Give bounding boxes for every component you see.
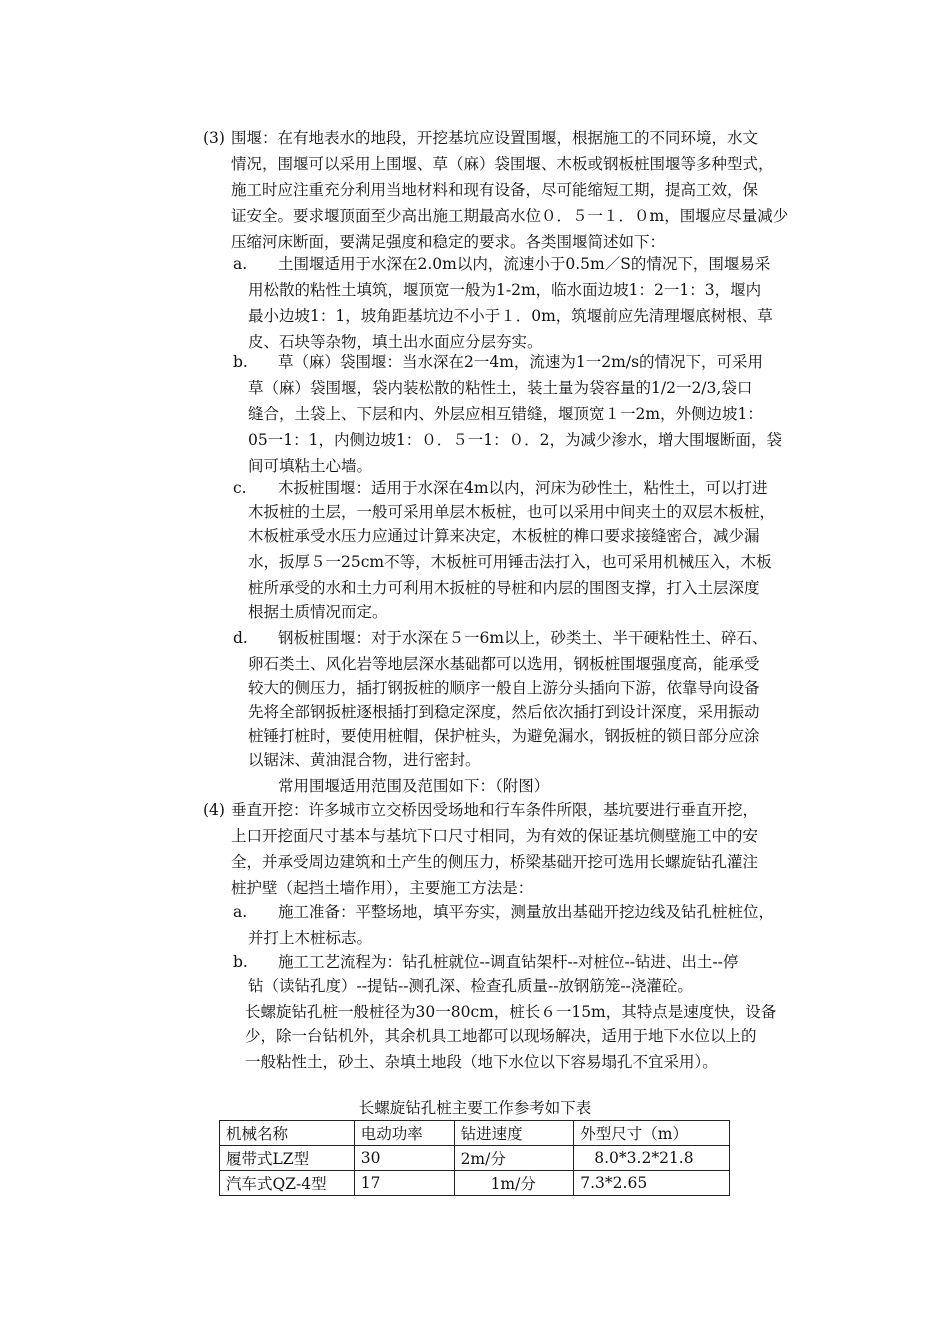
item-4a-marker: a. bbox=[233, 903, 248, 921]
table-cell: 8.0*3.2*21.8 bbox=[574, 1146, 730, 1171]
item-a-line: 最小边坡1：1，坡角距基坑边不小于１．0m，筑堰前应先清理堰底树根、草 bbox=[248, 307, 773, 325]
table-cell: 30 bbox=[354, 1146, 454, 1171]
item-b-line: 05一1：1，内侧边坡1：０．５一1：０．2，为减少渗水，增大围堰断面，袋 bbox=[248, 431, 783, 449]
section-4-line: 桩护壁（起挡土墙作用），主要施工方法是： bbox=[231, 879, 534, 897]
item-c-line: 桩所承受的水和土力可利用木扳桩的导桩和内层的围图支撑，打入土层深度 bbox=[248, 579, 760, 597]
item-c-line: 木扳桩的土层，一般可采用单层木板桩，也可以采用中间夹土的双层木板桩， bbox=[248, 503, 776, 521]
section-3-line: 证安全。要求堰顶面至少高出施工期最高水位０．５一１．０m，围堰应尽量减少 bbox=[231, 207, 789, 225]
item-b-line: 草（麻）袋围堰，袋内装松散的粘性土，装土量为袋容量的1/2一2/3,袋口 bbox=[248, 379, 753, 397]
item-d-marker: d. bbox=[233, 629, 248, 647]
section-4-line: 全，并承受周边建筑和土产生的侧压力，桥梁基础开挖可选用长螺旋钻孔灌注 bbox=[231, 853, 759, 871]
table-cell: 履带式LZ型 bbox=[220, 1146, 355, 1171]
item-4b-marker: b. bbox=[233, 953, 248, 971]
section-4-line: 上口开挖面尺寸基本与基坑下口尺寸相同，为有效的保证基坑侧壁施工中的安 bbox=[231, 827, 759, 845]
item-b-line: 草（麻）袋围堰：当水深在2一4m，流速为1一2m/s的情况下，可采用 bbox=[278, 353, 764, 371]
item-a-line: 皮、石块等杂物，填土出水面应分层夯实。 bbox=[248, 333, 543, 351]
item-d-line: 以锯沫、黄油混合物，进行密封。 bbox=[248, 751, 481, 769]
table-caption: 长螺旋钻孔桩主要工作参考如下表 bbox=[358, 1099, 592, 1117]
section-3-line: 压缩河床断面，要满足强度和稳定的要求。各类围堰简述如下： bbox=[231, 233, 666, 251]
paragraph-line: 少，除一台钻机外，其余机具工地都可以现场解决，适用于地下水位以上的 bbox=[245, 1027, 757, 1045]
item-4b-line: 钻（读钻孔度）--提钻--测孔深、检查孔质量--放钢筋笼--浇灌砼。 bbox=[248, 977, 693, 995]
header-cell: 机械名称 bbox=[220, 1121, 355, 1146]
item-d-line: 钢板桩围堰：对于水深在５一6m以上，砂类土、半干硬粘性土、碎石、 bbox=[278, 629, 768, 647]
table-row bbox=[220, 1146, 730, 1171]
item-4a-line: 施工准备：平整场地，填平夯实，测量放出基础开挖边线及钻孔桩桩位， bbox=[278, 903, 775, 921]
item-4a-line: 并打上木桩标志。 bbox=[248, 929, 373, 947]
section-3-line: 施工时应注重充分利用当地材料和现有设备，尽可能缩短工期，提高工效，保 bbox=[231, 181, 759, 199]
item-b-line: 缝合，土袋上、下层和内、外层应相互错缝，堰顶宽１一2m，外侧边坡1： bbox=[248, 405, 763, 423]
reference-table bbox=[219, 1120, 730, 1196]
header-cell: 钻进速度 bbox=[454, 1121, 574, 1146]
section-3-number: (3) bbox=[203, 129, 225, 147]
table-cell: 2m/分 bbox=[454, 1146, 574, 1171]
section-4-line: 垂直开挖：许多城市立交桥因受场地和行车条件所限，基坑要进行垂直开挖， bbox=[231, 801, 759, 819]
section-4-number: (4) bbox=[203, 801, 225, 819]
item-c-marker: c. bbox=[233, 479, 247, 497]
item-d-line: 卵石类土、风化岩等地层深水基础都可以选用，钢板桩围堰强度高，能承受 bbox=[248, 655, 760, 673]
item-a-line: 土围堰适用于水深在2.0m以内，流速小于0.5m／S的情况下，围堰易采 bbox=[278, 255, 771, 273]
item-c-line: 根据土质情况而定。 bbox=[248, 603, 388, 621]
table-cell: 7.3*2.65 bbox=[574, 1171, 730, 1196]
item-d-line: 桩锤打桩时，要使用桩帽，保护桩头，为避免漏水，钢扳桩的锁日部分应涂 bbox=[248, 727, 760, 745]
item-d-line: 较大的侧压力，插打钢扳桩的顺序一般自上游分头插向下游，依靠导向设备 bbox=[248, 679, 760, 697]
item-b-marker: b. bbox=[233, 353, 248, 371]
item-d-line: 先将全部钢扳桩逐根插打到稳定深度，然后依次插打到设计深度，采用振动 bbox=[248, 703, 760, 721]
paragraph-line: 一般粘性土，砂土、杂填土地段（地下水位以下容易塌孔不宜采用）。 bbox=[245, 1053, 718, 1071]
table-cell: 汽车式QZ-4型 bbox=[220, 1171, 355, 1196]
item-c-line: 水，扳厚５一25cm不等，木板桩可用锤击法打入，也可采用机械压入，木板 bbox=[248, 553, 772, 571]
item-4b-line: 施工工艺流程为：钻孔桩就位--调直钻架杆--对桩位--钻进、出土--停 bbox=[278, 953, 739, 971]
paragraph-line: 长螺旋钻孔桩一般桩径为30一80cm，桩长６一15m，其特点是速度快，设备 bbox=[245, 1003, 777, 1021]
section-3-line: 情况，围堰可以采用上围堰、草（麻）袋围堰、木板或钢板桩围堰等多种型式， bbox=[231, 155, 774, 173]
figure-note: 常用围堰适用范围及范围如下：（附图） bbox=[278, 777, 550, 795]
item-a-line: 用松散的粘性土填筑，堰顶宽一般为1-2m，临水面边坡1：2一1：3，堰内 bbox=[248, 281, 762, 299]
table-cell: 17 bbox=[354, 1171, 454, 1196]
item-b-line: 间可填粘土心墙。 bbox=[248, 457, 373, 475]
section-3-line: 围堰：在有地表水的地段，开挖基坑应设置围堰，根据施工的不同环境，水文 bbox=[231, 129, 759, 147]
table-cell: 1m/分 bbox=[454, 1171, 574, 1196]
table-header-row bbox=[220, 1121, 730, 1146]
item-c-line: 木扳桩围堰：适用于水深在4m以内，河床为砂性土，粘性土，可以打进 bbox=[278, 479, 768, 497]
item-c-line: 木板桩承受水压力应通过计算来决定，木板桩的榫口要求接缝密合，减少漏 bbox=[248, 527, 760, 545]
item-a-marker: a. bbox=[233, 255, 248, 273]
header-cell: 电动功率 bbox=[354, 1121, 454, 1146]
header-cell: 外型尺寸（m） bbox=[574, 1121, 730, 1146]
table-row bbox=[220, 1171, 730, 1196]
